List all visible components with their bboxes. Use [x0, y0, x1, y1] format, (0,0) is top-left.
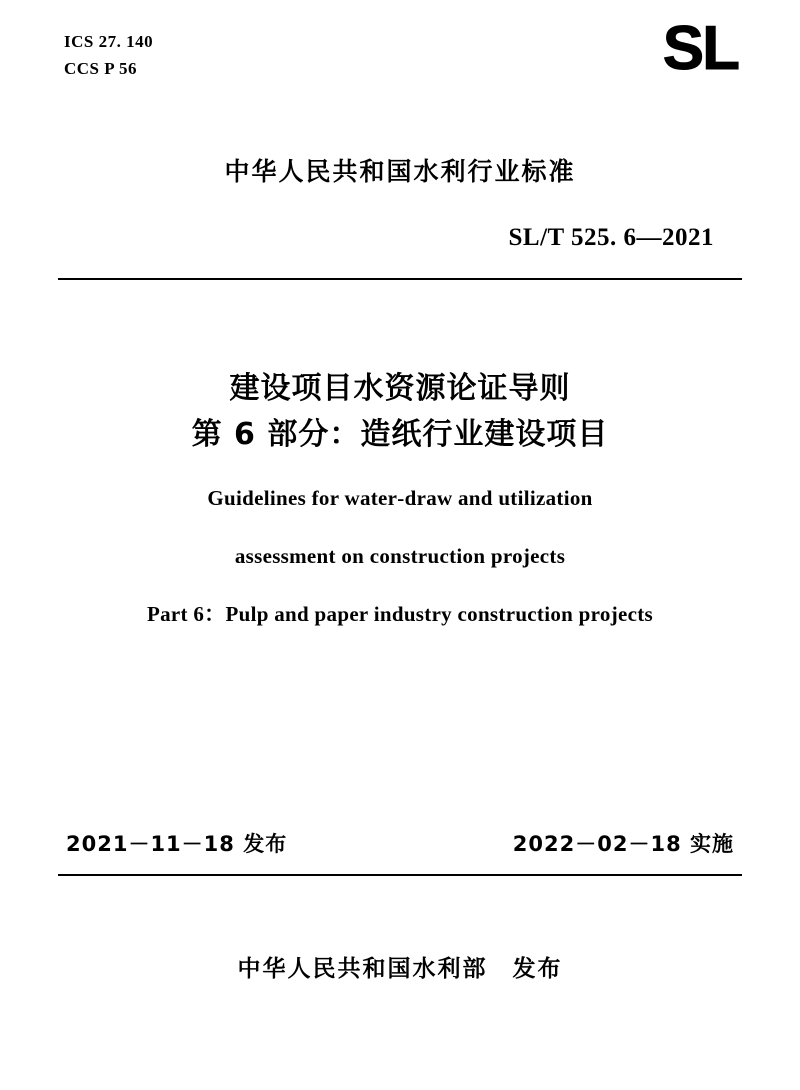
dates-row [58, 828, 742, 858]
issuing-body-title: 中华人民共和国水利行业标准 [224, 157, 576, 186]
title-en-line2: assessment on construction projects [234, 544, 566, 568]
header-row [58, 0, 742, 110]
title-cn-line2: 第 6 部分：造纸行业建设项目 [191, 417, 609, 452]
title-cn-line1: 建设项目水资源论证导则 [229, 371, 571, 406]
publisher-name: 中华人民共和国水利部 发布 [237, 956, 563, 982]
title-en-line3: Part 6：Pulp and paper industry construction projects [146, 602, 653, 626]
sl-logo: SL [662, 14, 738, 83]
implementation-date: 2022－02－18 实施 [512, 832, 734, 856]
divider-bottom [58, 874, 742, 876]
title-block [58, 366, 742, 632]
classification-codes [64, 28, 153, 82]
standard-number-row [58, 224, 742, 252]
divider-top [58, 278, 742, 280]
standard-number: SL/T 525. 6—2021 [508, 224, 714, 251]
ccs-code: CCS P 56 [64, 59, 137, 78]
issue-date: 2021－11－18 发布 [66, 832, 288, 856]
ics-code: ICS 27. 140 [64, 32, 154, 51]
title-en-line1: Guidelines for water‑draw and utilization [207, 486, 593, 510]
